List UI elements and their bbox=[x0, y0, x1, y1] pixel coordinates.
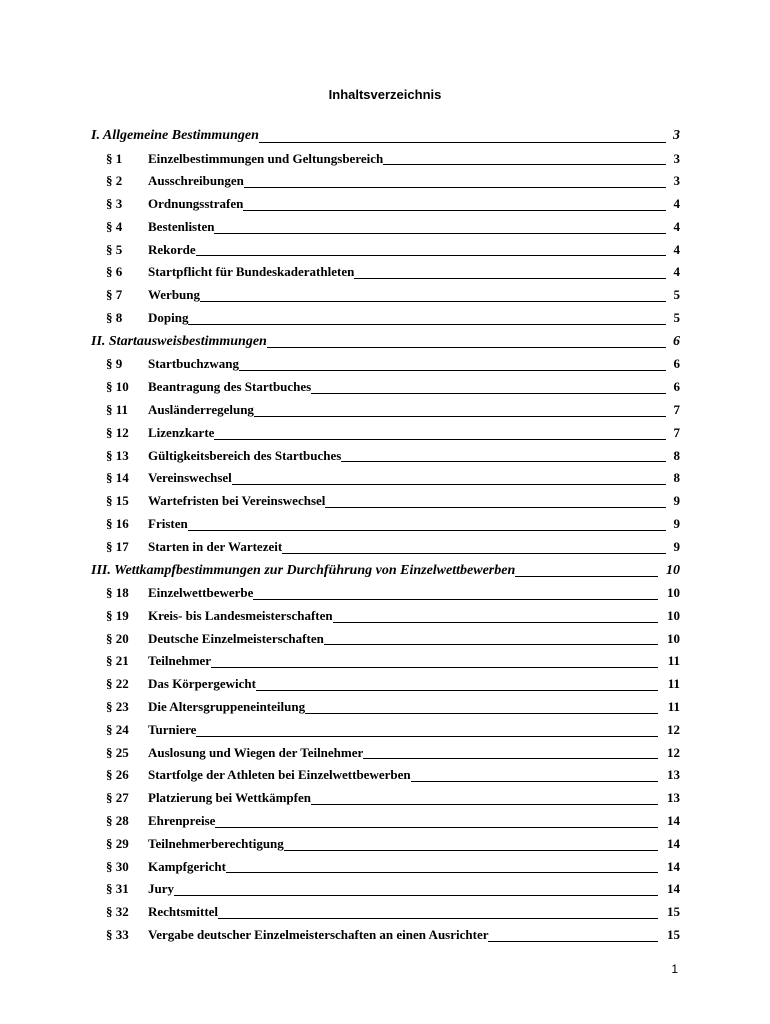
toc-entry-text bbox=[148, 878, 658, 901]
page-title: Inhaltsverzeichnis bbox=[328, 87, 442, 102]
toc-leader-line bbox=[148, 895, 658, 896]
toc-entry-label: Auslosung und Wiegen der Teilnehmer bbox=[148, 744, 364, 760]
toc-section-row[interactable] bbox=[0, 148, 770, 171]
toc-entry-text bbox=[148, 148, 666, 171]
toc-page-number: 14 bbox=[667, 858, 680, 874]
toc-paragraph-number: § 20 bbox=[106, 630, 129, 646]
toc-entry-label: Kreis- bis Landesmeisterschaften bbox=[148, 607, 333, 623]
toc-chapter-row[interactable] bbox=[0, 330, 770, 354]
toc-paragraph-number: § 27 bbox=[106, 790, 129, 806]
toc-paragraph-number: § 11 bbox=[106, 401, 129, 417]
toc-leader-line bbox=[148, 439, 666, 440]
toc-entry-text bbox=[91, 124, 666, 148]
toc-page-number: 14 bbox=[667, 835, 680, 851]
toc-entry-label: Rechtsmittel bbox=[148, 904, 219, 920]
toc-section-row[interactable] bbox=[0, 513, 770, 536]
toc-entry-text bbox=[148, 170, 666, 193]
toc-page-number: 10 bbox=[667, 585, 680, 601]
toc-paragraph-number: § 6 bbox=[106, 264, 123, 280]
toc-page-number: 10 bbox=[666, 562, 680, 578]
toc-section-row[interactable] bbox=[0, 445, 770, 468]
toc-paragraph-number: § 32 bbox=[106, 904, 129, 920]
toc-section-row[interactable] bbox=[0, 467, 770, 490]
toc-leader-line bbox=[148, 324, 666, 325]
toc-entry-text bbox=[148, 628, 658, 651]
toc-entry-text bbox=[148, 422, 666, 445]
toc-entry-label: Gültigkeitsbereich des Startbuches bbox=[148, 447, 342, 463]
toc-paragraph-number: § 1 bbox=[106, 150, 123, 166]
toc-leader-line bbox=[148, 233, 666, 234]
toc-page-number: 8 bbox=[673, 470, 680, 486]
toc-entry-label: Starten in der Wartezeit bbox=[148, 538, 283, 554]
toc-entry-label: II. Startausweisbestimmungen bbox=[91, 333, 267, 349]
toc-entry-label: Startfolge der Athleten bei Einzelwettbewerben bbox=[148, 767, 411, 783]
toc-paragraph-number: § 29 bbox=[106, 835, 129, 851]
toc-section-row[interactable] bbox=[0, 673, 770, 696]
toc-paragraph-number: § 26 bbox=[106, 767, 129, 783]
toc-entry-text bbox=[148, 856, 658, 879]
toc-entry-label: Teilnehmerberechtigung bbox=[148, 835, 284, 851]
toc-entry-label: Deutsche Einzelmeisterschaften bbox=[148, 630, 324, 646]
toc-section-row[interactable] bbox=[0, 536, 770, 559]
toc-leader-line bbox=[148, 301, 666, 302]
toc-page-number: 12 bbox=[667, 744, 680, 760]
toc-section-row[interactable] bbox=[0, 307, 770, 330]
toc-entry-text bbox=[148, 696, 658, 719]
toc-entry-label: Platzierung bei Wettkämpfen bbox=[148, 790, 311, 806]
toc-paragraph-number: § 16 bbox=[106, 515, 129, 531]
toc-section-row[interactable] bbox=[0, 353, 770, 376]
toc-section-row[interactable] bbox=[0, 605, 770, 628]
toc-paragraph-number: § 23 bbox=[106, 699, 129, 715]
toc-entry-label: Die Altersgruppeneinteilung bbox=[148, 699, 306, 715]
toc-entry-label: Startpflicht für Bundeskaderathleten bbox=[148, 264, 355, 280]
toc-page-number: 4 bbox=[673, 241, 680, 257]
toc-entry-text bbox=[148, 513, 666, 536]
toc-entry-label: Startbuchzwang bbox=[148, 356, 240, 372]
toc-section-row[interactable] bbox=[0, 833, 770, 856]
toc-entry-label: Werbung bbox=[148, 287, 201, 303]
toc-paragraph-number: § 19 bbox=[106, 607, 129, 623]
toc-section-row[interactable] bbox=[0, 284, 770, 307]
toc-page-number: 15 bbox=[667, 927, 680, 942]
toc-leader-line bbox=[148, 918, 658, 919]
toc-paragraph-number: § 14 bbox=[106, 470, 129, 486]
toc-entry-text bbox=[91, 559, 658, 583]
toc-entry-text bbox=[148, 901, 658, 924]
toc-entry-text bbox=[148, 284, 666, 307]
toc-paragraph-number: § 15 bbox=[106, 493, 129, 509]
toc-paragraph-number: § 7 bbox=[106, 287, 123, 303]
toc-entry-label: Kampfgericht bbox=[148, 858, 226, 874]
toc-entry-text bbox=[148, 673, 658, 696]
toc-page-number: 5 bbox=[673, 310, 680, 326]
toc-section-row[interactable] bbox=[0, 422, 770, 445]
toc-page-number: 9 bbox=[673, 538, 680, 554]
table-of-contents bbox=[0, 124, 770, 947]
toc-entry-text bbox=[148, 445, 666, 468]
toc-entry-text bbox=[148, 353, 666, 376]
toc-page-number: 8 bbox=[673, 447, 680, 463]
toc-section-row[interactable] bbox=[0, 696, 770, 719]
toc-entry-text bbox=[148, 605, 658, 628]
toc-entry-label: Ehrenpreise bbox=[148, 813, 216, 829]
toc-entry-label: Turniere bbox=[148, 721, 197, 737]
toc-page-number: 9 bbox=[673, 493, 680, 509]
toc-section-row[interactable] bbox=[0, 924, 770, 947]
toc-section-row[interactable] bbox=[0, 582, 770, 605]
toc-section-row[interactable] bbox=[0, 261, 770, 284]
toc-page-number: 4 bbox=[673, 196, 680, 212]
toc-page-number: 9 bbox=[673, 515, 680, 531]
toc-page-number: 11 bbox=[667, 653, 680, 669]
toc-page-number: 14 bbox=[667, 881, 680, 897]
toc-page-number: 7 bbox=[673, 401, 680, 417]
toc-entry-text bbox=[148, 924, 658, 947]
toc-leader-line bbox=[148, 530, 666, 531]
toc-page-number: 10 bbox=[667, 607, 680, 623]
toc-paragraph-number: § 28 bbox=[106, 813, 129, 829]
toc-paragraph-number: § 21 bbox=[106, 653, 129, 669]
toc-page-number: 3 bbox=[673, 150, 680, 166]
toc-section-row[interactable] bbox=[0, 170, 770, 193]
toc-paragraph-number: § 33 bbox=[106, 927, 129, 942]
toc-page-number: 4 bbox=[673, 218, 680, 234]
toc-entry-text bbox=[148, 833, 658, 856]
toc-entry-label: Jury bbox=[148, 881, 174, 897]
toc-page-number: 6 bbox=[673, 333, 680, 349]
toc-entry-label: Ordnungsstrafen bbox=[148, 196, 244, 212]
toc-section-row[interactable] bbox=[0, 742, 770, 765]
toc-paragraph-number: § 31 bbox=[106, 881, 129, 897]
toc-section-row[interactable] bbox=[0, 490, 770, 513]
toc-section-row[interactable] bbox=[0, 216, 770, 239]
toc-page-number: 13 bbox=[667, 790, 680, 806]
toc-entry-label: Teilnehmer bbox=[148, 653, 212, 669]
toc-leader-line bbox=[148, 667, 658, 668]
toc-entry-label: Ausschreibungen bbox=[148, 173, 244, 189]
toc-paragraph-number: § 18 bbox=[106, 585, 129, 601]
toc-section-row[interactable] bbox=[0, 787, 770, 810]
toc-entry-label: Bestenlisten bbox=[148, 218, 215, 234]
toc-page-number: 5 bbox=[673, 287, 680, 303]
toc-entry-text bbox=[148, 193, 666, 216]
toc-page-number: 3 bbox=[673, 128, 680, 143]
toc-page-number: 7 bbox=[673, 424, 680, 440]
toc-section-row[interactable] bbox=[0, 878, 770, 901]
toc-entry-label: Vergabe deutscher Einzelmeisterschaften an einen Ausrichter bbox=[148, 927, 489, 942]
toc-section-row[interactable] bbox=[0, 650, 770, 673]
toc-leader-line bbox=[148, 736, 658, 737]
toc-entry-text bbox=[148, 490, 666, 513]
toc-page-number: 11 bbox=[667, 699, 680, 715]
toc-entry-text bbox=[148, 719, 658, 742]
toc-entry-label: I. Allgemeine Bestimmungen bbox=[91, 128, 259, 143]
toc-page-number: 4 bbox=[673, 264, 680, 280]
toc-paragraph-number: § 30 bbox=[106, 858, 129, 874]
toc-paragraph-number: § 24 bbox=[106, 721, 129, 737]
toc-entry-text bbox=[148, 810, 658, 833]
toc-paragraph-number: § 17 bbox=[106, 538, 129, 554]
toc-leader-line bbox=[148, 827, 658, 828]
toc-section-row[interactable] bbox=[0, 764, 770, 787]
toc-page-number: 6 bbox=[673, 379, 680, 395]
toc-page-number: 14 bbox=[667, 813, 680, 829]
toc-paragraph-number: § 12 bbox=[106, 424, 129, 440]
toc-paragraph-number: § 2 bbox=[106, 173, 123, 189]
toc-paragraph-number: § 10 bbox=[106, 379, 129, 395]
toc-section-row[interactable] bbox=[0, 628, 770, 651]
toc-entry-text bbox=[148, 582, 658, 605]
toc-paragraph-number: § 13 bbox=[106, 447, 129, 463]
page-number: 1 bbox=[671, 962, 678, 976]
toc-chapter-row[interactable] bbox=[0, 124, 770, 148]
toc-paragraph-number: § 8 bbox=[106, 310, 123, 326]
toc-section-row[interactable] bbox=[0, 856, 770, 879]
toc-page-number: 6 bbox=[673, 356, 680, 372]
toc-paragraph-number: § 9 bbox=[106, 356, 123, 372]
toc-paragraph-number: § 5 bbox=[106, 241, 123, 257]
toc-section-row[interactable] bbox=[0, 810, 770, 833]
toc-entry-label: Einzelwettbewerbe bbox=[148, 585, 254, 601]
toc-section-row[interactable] bbox=[0, 399, 770, 422]
toc-entry-text bbox=[148, 650, 658, 673]
toc-entry-label: Rekorde bbox=[148, 241, 196, 257]
toc-page-number: 3 bbox=[673, 173, 680, 189]
toc-entry-label: Vereinswechsel bbox=[148, 470, 232, 486]
toc-page-number: 15 bbox=[667, 904, 680, 920]
toc-entry-text bbox=[148, 787, 658, 810]
toc-entry-text bbox=[148, 399, 666, 422]
toc-paragraph-number: § 25 bbox=[106, 744, 129, 760]
toc-section-row[interactable] bbox=[0, 239, 770, 262]
toc-entry-label: III. Wettkampfbestimmungen zur Durchführung von Einzelwettbewerben bbox=[91, 562, 516, 578]
toc-entry-label: Einzelbestimmungen und Geltungsbereich bbox=[148, 150, 384, 166]
toc-page-number: 12 bbox=[667, 721, 680, 737]
toc-page-number: 11 bbox=[667, 676, 680, 692]
toc-entry-text bbox=[148, 239, 666, 262]
toc-paragraph-number: § 3 bbox=[106, 196, 123, 212]
toc-paragraph-number: § 22 bbox=[106, 676, 129, 692]
toc-entry-text bbox=[148, 376, 666, 399]
toc-section-row[interactable] bbox=[0, 193, 770, 216]
toc-entry-label: Ausländerregelung bbox=[148, 401, 254, 417]
toc-entry-text bbox=[148, 261, 666, 284]
toc-entry-label: Das Körpergewicht bbox=[148, 676, 256, 692]
toc-page-number: 13 bbox=[667, 767, 680, 783]
toc-entry-text bbox=[148, 742, 658, 765]
toc-chapter-row[interactable] bbox=[0, 559, 770, 583]
toc-section-row[interactable] bbox=[0, 376, 770, 399]
toc-section-row[interactable] bbox=[0, 719, 770, 742]
toc-entry-text bbox=[148, 764, 658, 787]
toc-entry-label: Wartefristen bei Vereinswechsel bbox=[148, 493, 326, 509]
toc-entry-label: Beantragung des Startbuches bbox=[148, 379, 312, 395]
toc-entry-text bbox=[148, 536, 666, 559]
toc-section-row[interactable] bbox=[0, 901, 770, 924]
toc-paragraph-number: § 4 bbox=[106, 218, 123, 234]
toc-entry-label: Fristen bbox=[148, 515, 188, 531]
toc-entry-label: Doping bbox=[148, 310, 189, 326]
toc-entry-text bbox=[91, 330, 666, 354]
toc-entry-text bbox=[148, 467, 666, 490]
toc-page-number: 10 bbox=[667, 630, 680, 646]
toc-entry-text bbox=[148, 307, 666, 330]
toc-entry-label: Lizenzkarte bbox=[148, 424, 215, 440]
toc-leader-line bbox=[148, 255, 666, 256]
toc-entry-text bbox=[148, 216, 666, 239]
